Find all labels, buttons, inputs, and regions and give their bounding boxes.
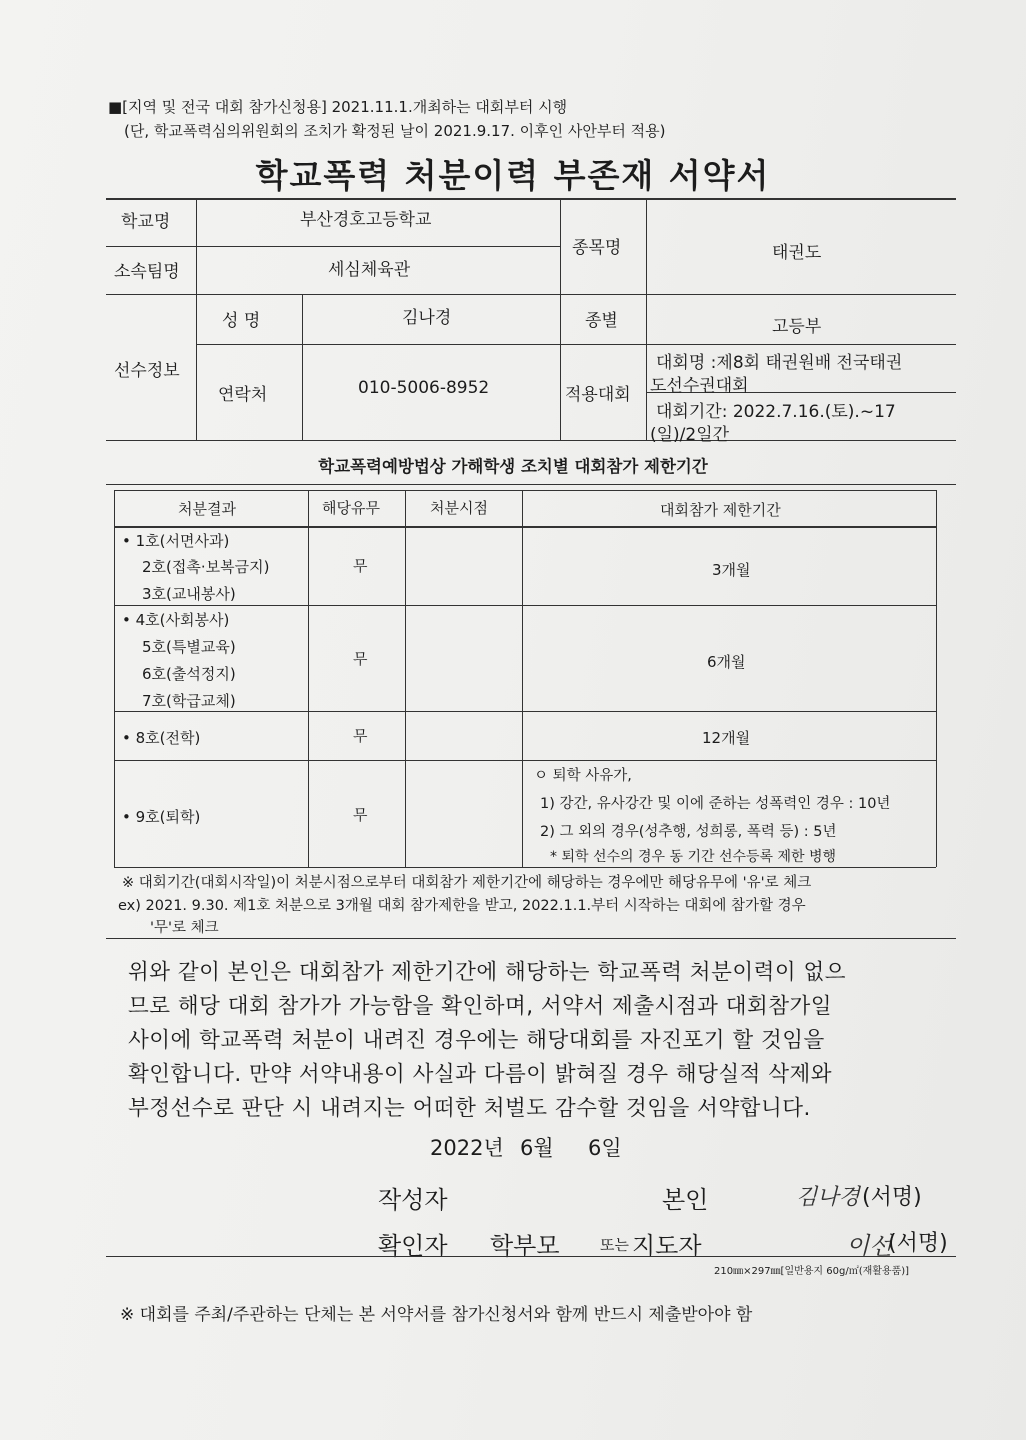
sanction-table-bottom	[114, 867, 936, 868]
coach-signature: 이선	[846, 1232, 893, 1260]
school-value: 부산경호고등학교	[300, 210, 432, 230]
sanction-applies-value: 무	[353, 557, 368, 575]
sanction-result-item: 6호(출석정지)	[142, 665, 236, 683]
col-header-period: 대회참가 제한기간	[660, 501, 781, 519]
sanction-result-item: • 4호(사회봉사)	[122, 611, 230, 629]
pledge-line: 므로 해당 대회 참가가 가능함을 확인하며, 서약서 제출시점과 대회참가일	[128, 994, 833, 1019]
paper-spec: 210㎜×297㎜[일반용지 60g/㎡(재활용품)]	[714, 1266, 910, 1277]
author-label: 작성자	[378, 1186, 448, 1214]
info-table-bottom-border	[106, 440, 956, 441]
competition-period-line1: 대회기간: 2022.7.16.(토).~17	[656, 402, 896, 422]
header-notice: ■[지역 및 전국 대회 참가신청용] 2021.11.1.개최하는 대회부터 시행	[108, 98, 568, 116]
date-day: 6일	[588, 1136, 622, 1160]
event-label: 종목명	[572, 238, 622, 258]
date-year: 2022년	[430, 1136, 504, 1160]
event-value: 태권도	[772, 243, 822, 263]
sanction-period-value: 6개월	[707, 653, 746, 671]
info-table-top-border	[106, 198, 956, 200]
check-instruction-note: ※ 대회기간(대회시작일)이 처분시점으로부터 대회참가 제한기간에 해당하는 경우에만 해당유무에 '유'로 체크	[122, 875, 812, 891]
sanction-row-divider	[114, 711, 936, 712]
check-example-note-cont: '무'로 체크	[150, 920, 219, 936]
sanction-result-item: 7호(학급교체)	[142, 692, 236, 710]
sanction-result-item: • 1호(서면사과)	[122, 532, 230, 550]
info-row-divider	[196, 344, 956, 345]
sanction-period-value: 12개월	[702, 729, 751, 747]
pledge-line: 부정선수로 판단 시 내려지는 어떠한 처벌도 감수할 것임을 서약합니다.	[128, 1096, 811, 1121]
school-label: 학교명	[121, 212, 171, 232]
sanction-result-item: 2호(접촉·보복금지)	[142, 558, 270, 576]
sanction-result-item: • 8호(전학)	[122, 729, 201, 747]
sanction-col-divider	[308, 490, 309, 867]
competition-name-line1: 대회명 :제8회 태권원배 전국태권	[656, 353, 903, 373]
document-title: 학교폭력 처분이력 부존재 서약서	[255, 156, 771, 195]
self-sign-label: (서명)	[862, 1185, 922, 1210]
info-row-divider	[106, 246, 560, 247]
expulsion-note-line: 2) 그 외의 경우(성추행, 성희롱, 폭력 등) : 5년	[540, 824, 837, 840]
competition-label: 적용대회	[565, 385, 631, 405]
sanction-applies-value: 무	[353, 650, 368, 668]
sanction-header-divider	[114, 526, 936, 528]
team-value: 세심체육관	[328, 260, 411, 280]
self-label: 본인	[662, 1186, 709, 1214]
name-value: 김나경	[402, 308, 452, 328]
date-month: 6월	[520, 1136, 554, 1160]
sanction-period-value: 3개월	[712, 561, 751, 579]
sanction-applies-value: 무	[353, 806, 368, 824]
competition-period-line2: (일)/2일간	[650, 425, 730, 445]
sanction-col-border	[114, 490, 115, 867]
pledge-line: 확인합니다. 만약 서약내용이 사실과 다름이 밝혀질 경우 해당실적 삭제와	[128, 1062, 833, 1087]
footer-note: ※ 대회를 주최/주관하는 단체는 본 서약서를 참가신청서와 함께 반드시 제출받아야 함	[120, 1305, 753, 1325]
contact-value: 010-5006-8952	[358, 378, 490, 398]
signature-divider	[106, 1256, 956, 1257]
sanction-row-divider	[114, 760, 936, 761]
name-label: 성 명	[222, 311, 261, 331]
coach-sign-label: (서명)	[888, 1231, 948, 1256]
check-example-note: ex) 2021. 9.30. 제1호 처분으로 3개월 대회 참가제한을 받고, 2022.1.1.부터 시작하는 대회에 참가할 경우	[118, 898, 806, 914]
pledge-line: 위와 같이 본인은 대회참가 제한기간에 해당하는 학교폭력 처분이력이 없으	[128, 960, 847, 985]
col-header-applies: 해당유무	[322, 499, 380, 517]
sanction-col-divider	[405, 490, 406, 867]
sanction-col-divider	[522, 490, 523, 867]
section-divider	[106, 484, 956, 485]
sanction-table-top	[114, 490, 936, 491]
expulsion-note-line: * 퇴학 선수의 경우 동 기간 선수등록 제한 병행	[550, 849, 837, 865]
col-header-timing: 처분시점	[430, 499, 488, 517]
sanction-result-item: 5호(특별교육)	[142, 638, 236, 656]
sanction-applies-value: 무	[353, 727, 368, 745]
sanction-result-item: 3호(교내봉사)	[142, 585, 236, 603]
info-col-divider	[646, 198, 647, 440]
competition-name-line2: 도선수권대회	[650, 376, 749, 396]
self-signature: 김나경	[796, 1185, 860, 1210]
info-col-divider	[560, 198, 561, 440]
parent-label: 학부모	[490, 1232, 560, 1260]
section-title: 학교폭력예방법상 가해학생 조치별 대회참가 제한기간	[318, 457, 708, 476]
info-row-divider	[106, 294, 956, 295]
expulsion-note-line: ㅇ 퇴학 사유가,	[534, 768, 632, 784]
sanction-col-border	[936, 490, 937, 867]
or-label: 또는	[600, 1236, 629, 1254]
division-value: 고등부	[772, 317, 822, 337]
player-info-label: 선수정보	[114, 361, 180, 381]
col-header-result: 처분결과	[178, 500, 236, 518]
info-col-divider	[196, 198, 197, 440]
pledge-line: 사이에 학교폭력 처분이 내려진 경우에는 해당대회를 자진포기 할 것임을	[128, 1028, 825, 1053]
sanction-row-divider	[114, 605, 936, 606]
header-subnotice: (단, 학교폭력심의위원회의 조치가 확정된 날이 2021.9.17. 이후인 사안부터 적용)	[124, 122, 666, 140]
info-col-divider	[302, 294, 303, 440]
team-label: 소속팀명	[114, 262, 180, 282]
confirmer-label: 확인자	[378, 1232, 448, 1260]
expulsion-note-line: 1) 강간, 유사강간 및 이에 준하는 성폭력인 경우 : 10년	[540, 796, 891, 812]
division-label: 종별	[585, 311, 618, 331]
contact-label: 연락처	[218, 385, 268, 405]
coach-label: 지도자	[632, 1232, 702, 1260]
notes-divider	[106, 938, 956, 939]
sanction-result-item: • 9호(퇴학)	[122, 808, 201, 826]
